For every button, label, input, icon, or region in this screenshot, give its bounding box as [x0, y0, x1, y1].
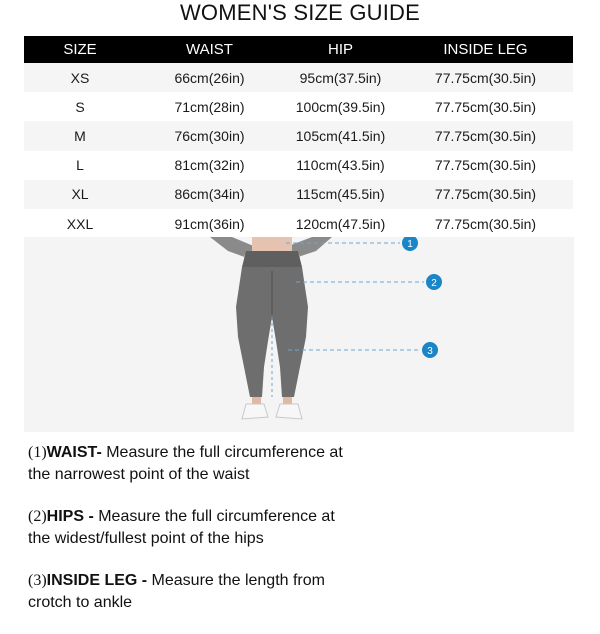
cell-hip: 100cm(39.5in) — [283, 92, 398, 121]
cell-waist: 86cm(34in) — [136, 180, 283, 209]
cell-size: L — [24, 151, 136, 180]
table-row — [24, 209, 573, 238]
note-text: the widest/fullest point of the hips — [28, 530, 264, 547]
left-shoe — [242, 404, 268, 419]
note-text: the narrowest point of the waist — [28, 466, 250, 483]
marker-1-label: 1 — [407, 239, 413, 250]
midriff — [252, 237, 292, 251]
table-row — [24, 180, 573, 209]
waistband — [242, 251, 302, 267]
header-size: SIZE — [24, 36, 136, 63]
cell-inside-leg: 77.75cm(30.5in) — [398, 63, 573, 92]
cell-inside-leg: 77.75cm(30.5in) — [398, 121, 573, 150]
note-number: (3) — [28, 572, 47, 589]
cell-inside-leg: 77.75cm(30.5in) — [398, 180, 573, 209]
table-header-row — [24, 36, 573, 63]
note-text: Measure the full circumference at — [93, 508, 335, 525]
note-text: crotch to ankle — [28, 594, 133, 611]
table-row — [24, 121, 573, 150]
note-keyword: INSIDE LEG - — [46, 572, 148, 589]
note-text: Measure the full circumference at — [101, 444, 343, 461]
model-figure — [24, 237, 574, 432]
note-number: (1) — [28, 444, 47, 461]
leggings-illustration — [24, 237, 574, 432]
cell-waist: 76cm(30in) — [136, 121, 283, 150]
cell-size: S — [24, 92, 136, 121]
header-hip: HIP — [283, 36, 398, 63]
note-keyword: HIPS - — [46, 508, 94, 525]
cell-inside-leg: 77.75cm(30.5in) — [398, 209, 573, 238]
note-text: Measure the length from — [147, 572, 325, 589]
note-inside-leg — [28, 570, 588, 614]
cell-inside-leg: 77.75cm(30.5in) — [398, 151, 573, 180]
right-shoe — [276, 404, 302, 419]
note-number: (2) — [28, 508, 47, 525]
cell-waist: 71cm(28in) — [136, 92, 283, 121]
cell-size: M — [24, 121, 136, 150]
marker-3-label: 3 — [427, 346, 433, 357]
note-waist — [28, 442, 588, 486]
header-waist: WAIST — [136, 36, 283, 63]
note-hips — [28, 506, 588, 550]
cell-size: XS — [24, 63, 136, 92]
cell-hip: 105cm(41.5in) — [283, 121, 398, 150]
measurement-notes — [28, 442, 588, 634]
marker-2-label: 2 — [431, 278, 437, 289]
cell-hip: 110cm(43.5in) — [283, 151, 398, 180]
note-keyword: WAIST- — [46, 444, 102, 461]
cell-hip: 120cm(47.5in) — [283, 209, 398, 238]
cell-waist: 66cm(26in) — [136, 63, 283, 92]
cell-hip: 115cm(45.5in) — [283, 180, 398, 209]
table-row — [24, 92, 573, 121]
cell-waist: 91cm(36in) — [136, 209, 283, 238]
cell-waist: 81cm(32in) — [136, 151, 283, 180]
header-inside-leg: INSIDE LEG — [398, 36, 573, 63]
cell-size: XXL — [24, 209, 136, 238]
cell-size: XL — [24, 180, 136, 209]
cell-hip: 95cm(37.5in) — [283, 63, 398, 92]
table-row — [24, 63, 573, 92]
cell-inside-leg: 77.75cm(30.5in) — [398, 92, 573, 121]
size-table — [24, 36, 573, 238]
page-title: WOMEN'S SIZE GUIDE — [179, 0, 421, 25]
table-row — [24, 151, 573, 180]
